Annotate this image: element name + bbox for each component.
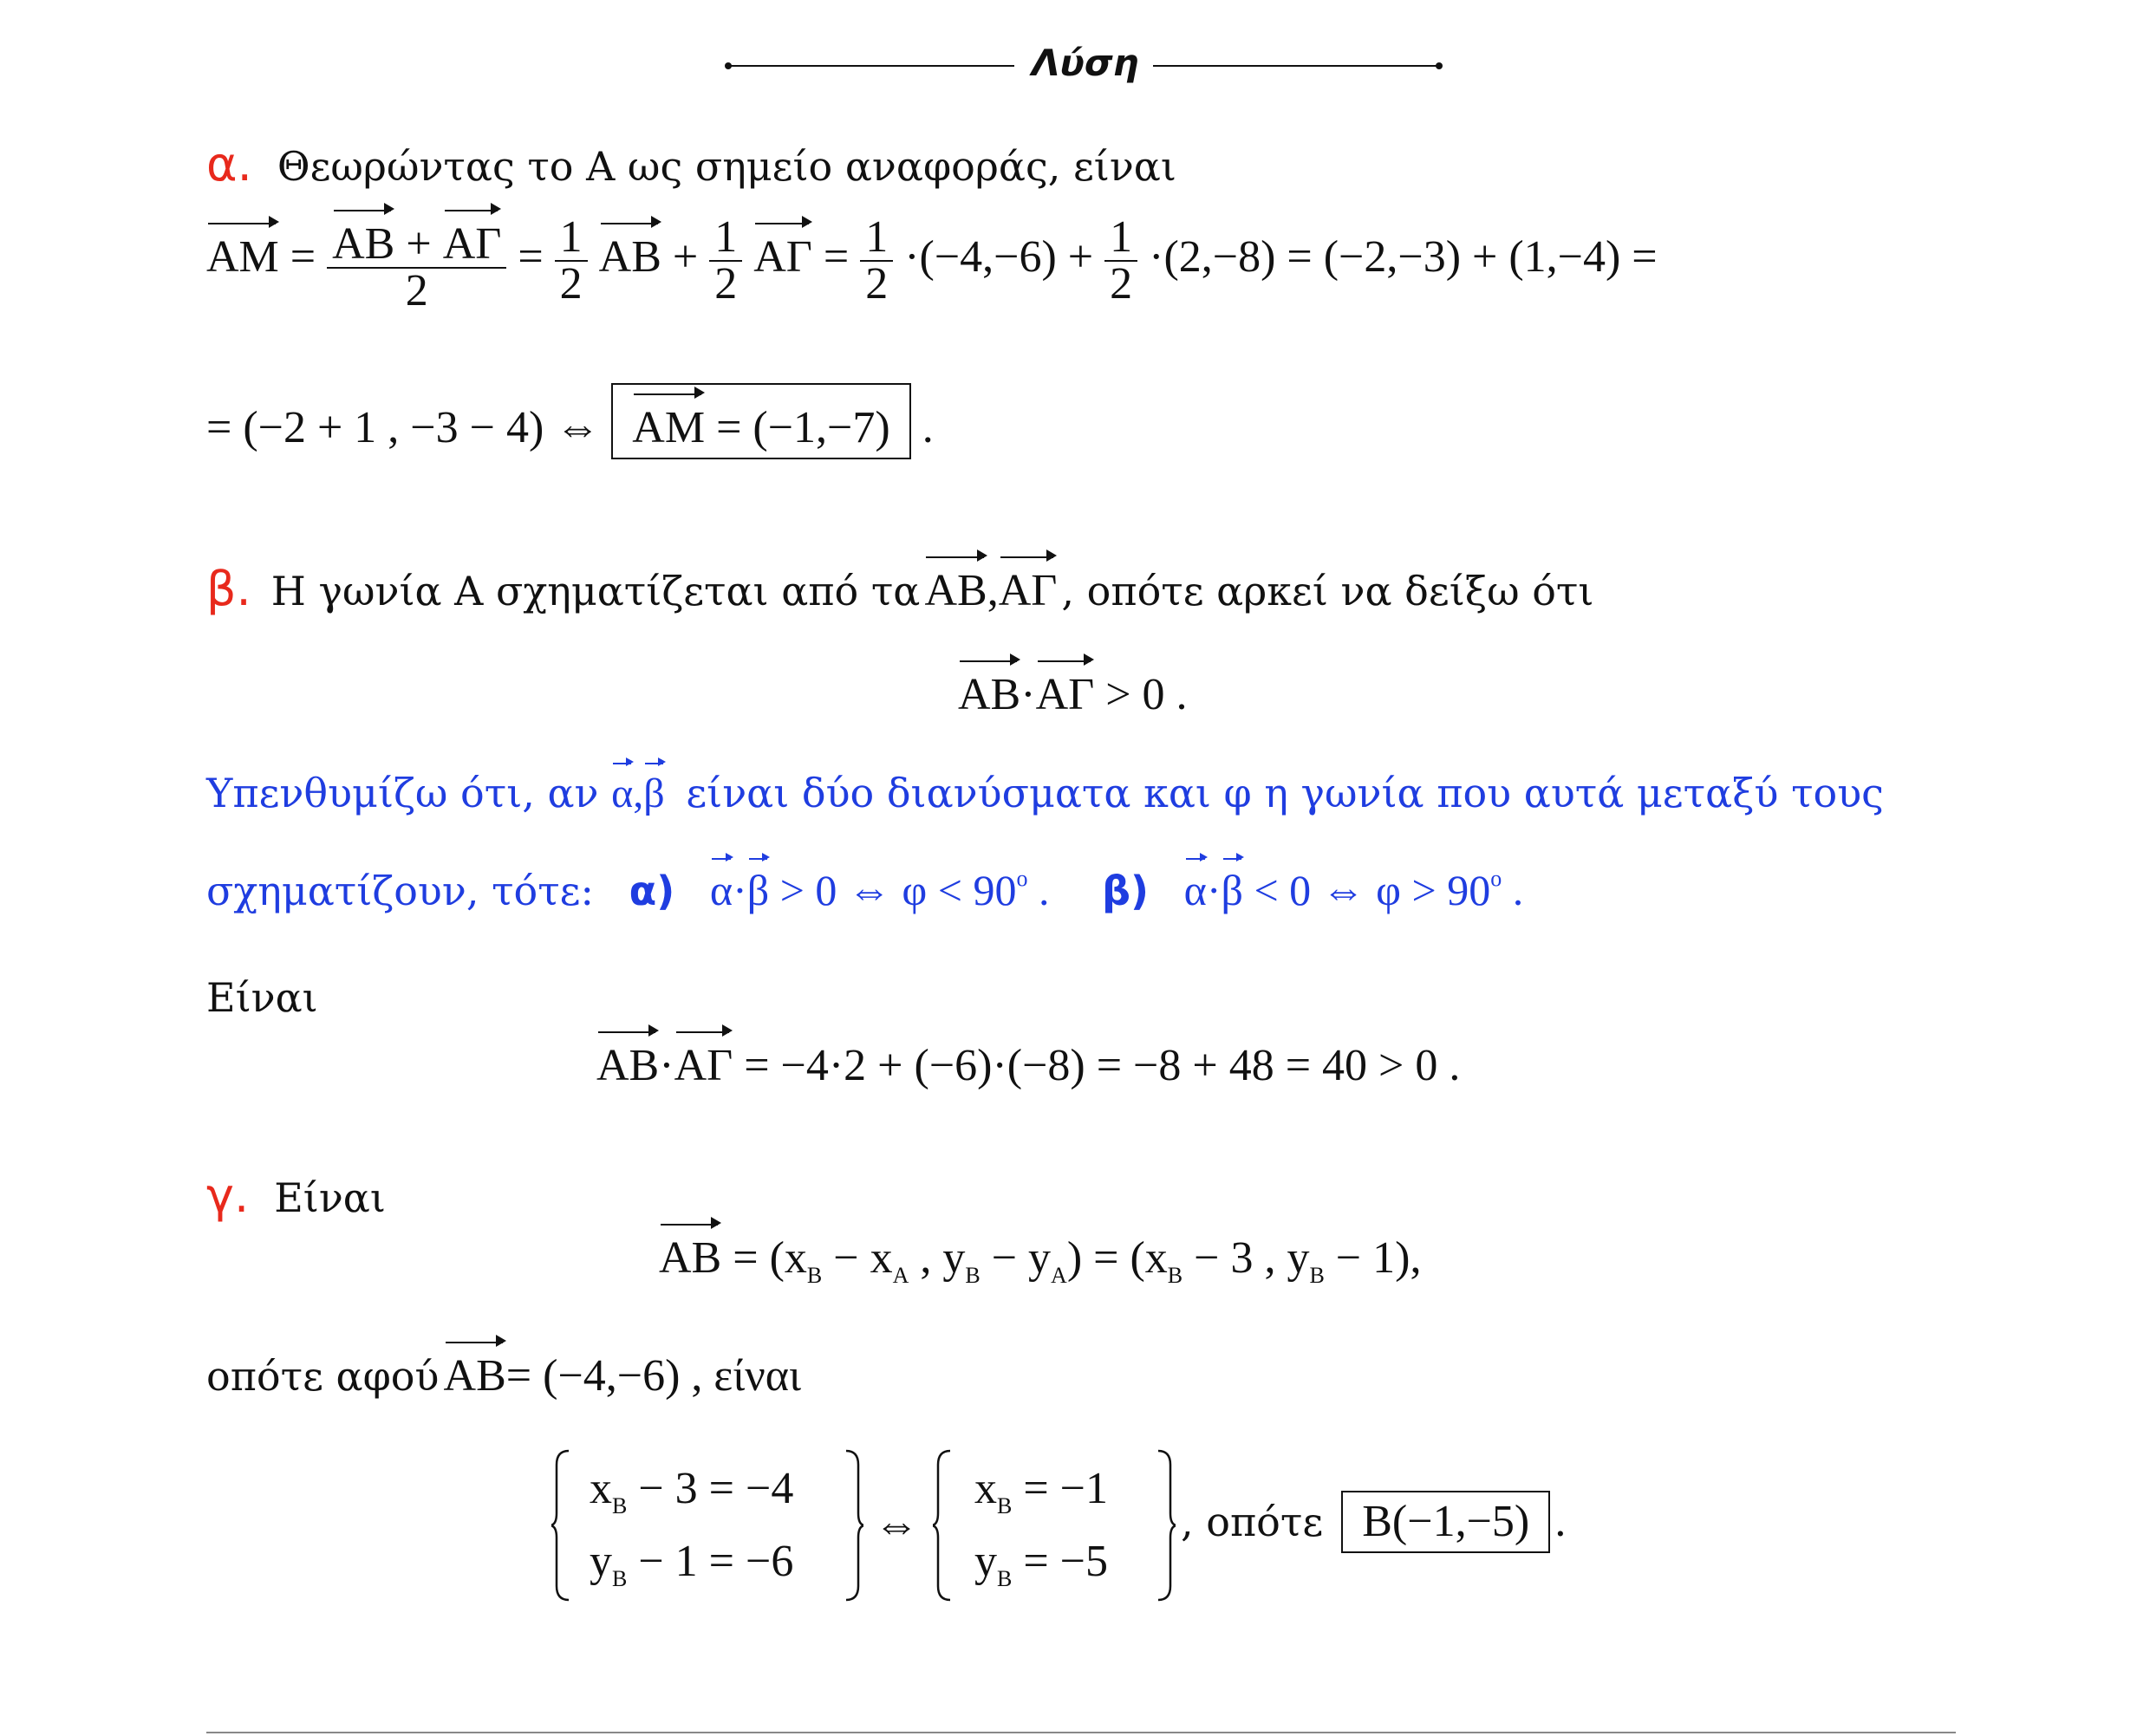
equals: = xyxy=(290,231,316,282)
term-2: ·(2,−8) = (−2,−3) + (1,−4) = xyxy=(1149,231,1658,282)
case-b-label: β) xyxy=(1102,868,1150,914)
vec-beta: β xyxy=(643,761,664,815)
reminder-line2-text: σχηματίζουν, τότε: xyxy=(206,868,594,914)
plus: + xyxy=(672,231,699,282)
boxed-result: = (−1,−7) xyxy=(716,403,890,452)
vec-ab: AB xyxy=(596,1030,659,1089)
period: . xyxy=(922,403,934,452)
result-box-point-b: B(−1,−5) xyxy=(1341,1491,1550,1553)
vec-ab: AB xyxy=(444,1340,506,1399)
footer-rule xyxy=(206,1732,1956,1733)
vec-ag: AΓ xyxy=(1036,659,1095,718)
header-title: Λύση xyxy=(1032,42,1139,84)
part-c-einai: Είναι xyxy=(274,1174,386,1221)
reminder-prefix: Υπενθυμίζω ότι, αν xyxy=(206,770,599,816)
vec-am: AM xyxy=(632,392,705,451)
period: . xyxy=(1554,1497,1567,1546)
denominator: 2 xyxy=(405,266,428,315)
equals: = xyxy=(823,231,850,282)
iff-symbol: ⇔ xyxy=(874,1500,919,1550)
system2-left-brace xyxy=(933,1449,954,1602)
part-c-label: γ. xyxy=(206,1168,250,1223)
vec-beta: β xyxy=(747,856,769,912)
case-b-rel: < 0 ⇔ φ > 90 xyxy=(1254,866,1491,914)
plus: + xyxy=(406,219,432,269)
fraction-half: $\frac{1}{2}$ xyxy=(1104,215,1137,307)
fraction-sum-over-2 xyxy=(327,208,506,314)
vec-ab: AB xyxy=(332,208,394,267)
part-b-intro-suffix: , οπότε αρκεί να δείξω ότι xyxy=(1061,568,1594,614)
header-right-rule xyxy=(1153,65,1439,67)
system1-left-brace xyxy=(551,1449,572,1602)
since-suffix: = (−4,−6) , είναι xyxy=(505,1351,801,1401)
part-c-since xyxy=(206,1340,801,1399)
vec-ag: AΓ xyxy=(999,555,1058,614)
part-a-equation-line1 xyxy=(206,208,1658,314)
fraction-half: $\frac{1}{2}$ xyxy=(555,215,588,307)
vec-beta: β xyxy=(1222,856,1243,912)
system2-eq1: $x_B = -1$ xyxy=(974,1464,1108,1518)
since-prefix: οπότε αφού xyxy=(206,1353,440,1400)
part-c-ab-coords: AB = ($x_B - x_A$ , $y_B - y_A) = (x_B - 3$ , $y_B - 1$), xyxy=(659,1222,1421,1287)
part-c xyxy=(206,1168,386,1223)
part-a-label: α. xyxy=(206,137,252,192)
system1-right-brace xyxy=(843,1449,863,1602)
reminder-line2: σχηματίζουν, τότε: α) α·β > 0 ⇔ $\varphi < 90^o$ . β) α·β < 0 ⇔ $\varphi > 90^o$ . xyxy=(206,856,1523,912)
part-b-label: β. xyxy=(206,562,251,616)
vec-alpha: α xyxy=(710,856,733,912)
then: , οπότε xyxy=(1181,1499,1324,1545)
result-box-am xyxy=(611,383,910,459)
vec-ab: AB xyxy=(958,659,1020,718)
header-left-rule xyxy=(728,65,1014,67)
system1-eq2: $y_B - 1 = -6$ xyxy=(590,1537,794,1591)
claim: > 0 . xyxy=(1105,670,1188,719)
equals: = xyxy=(518,231,544,282)
case-a-rel: > 0 ⇔ φ < 90 xyxy=(779,866,1017,914)
system2-right-brace xyxy=(1155,1449,1176,1602)
system2-eq2: $y_B = -5$ xyxy=(974,1537,1108,1591)
vec-alpha: α xyxy=(611,761,633,815)
part-b-einai: Είναι xyxy=(206,974,318,1021)
calc: = −4·2 + (−6)·(−8) = −8 + 48 = 40 > 0 . xyxy=(744,1041,1461,1090)
case-a-label: α) xyxy=(629,868,675,914)
vec-ag: AΓ xyxy=(443,208,502,267)
term-1: ·(−4,−6) + xyxy=(904,231,1094,282)
part-b: β. Η γωνία Α σχηματίζεται από τα AB,AΓ , οπότε αρκεί να δείξω ότι xyxy=(206,555,1593,616)
fraction-half: $\frac{1}{2}$ xyxy=(709,215,742,307)
reminder-mid: είναι δύο διανύσματα και φ η γωνία που αυτά μεταξύ τους xyxy=(686,770,1884,816)
part-b-calc: AB·AΓ = −4·2 + (−6)·(−8) = −8 + 48 = 40 > 0 . xyxy=(596,1030,1460,1089)
vec-ab: AB xyxy=(599,221,661,280)
vec-ab: AB xyxy=(924,555,987,614)
part-a-equation-line2 xyxy=(206,383,934,459)
part-a xyxy=(206,137,1176,192)
part-b-intro-prefix: Η γωνία Α σχηματίζεται από τα xyxy=(270,568,921,614)
line3-prefix: = (−2 + 1 , −3 − 4) ⇔ xyxy=(206,403,601,452)
reminder-line1: Υπενθυμίζω ότι, αν α,β είναι δύο διανύσματα και φ η γωνία που αυτά μεταξύ τους xyxy=(206,761,1884,815)
part-a-intro: Θεωρώντας το Α ως σημείο αναφοράς, είναι xyxy=(277,143,1176,190)
header-right-dot xyxy=(1436,62,1443,69)
vec-ag: AΓ xyxy=(674,1030,733,1089)
part-c-conclusion xyxy=(1181,1491,1566,1553)
system1-eq1: $x_B - 3 = -4$ xyxy=(590,1464,794,1518)
fraction-half: $\frac{1}{2}$ xyxy=(860,215,893,307)
vec-am: AM xyxy=(206,221,279,280)
vec-alpha: α xyxy=(1184,856,1207,912)
vec-ab: AB xyxy=(659,1222,721,1281)
vec-ag: AΓ xyxy=(753,221,812,280)
part-b-claim: AB·AΓ > 0 . xyxy=(958,659,1188,718)
